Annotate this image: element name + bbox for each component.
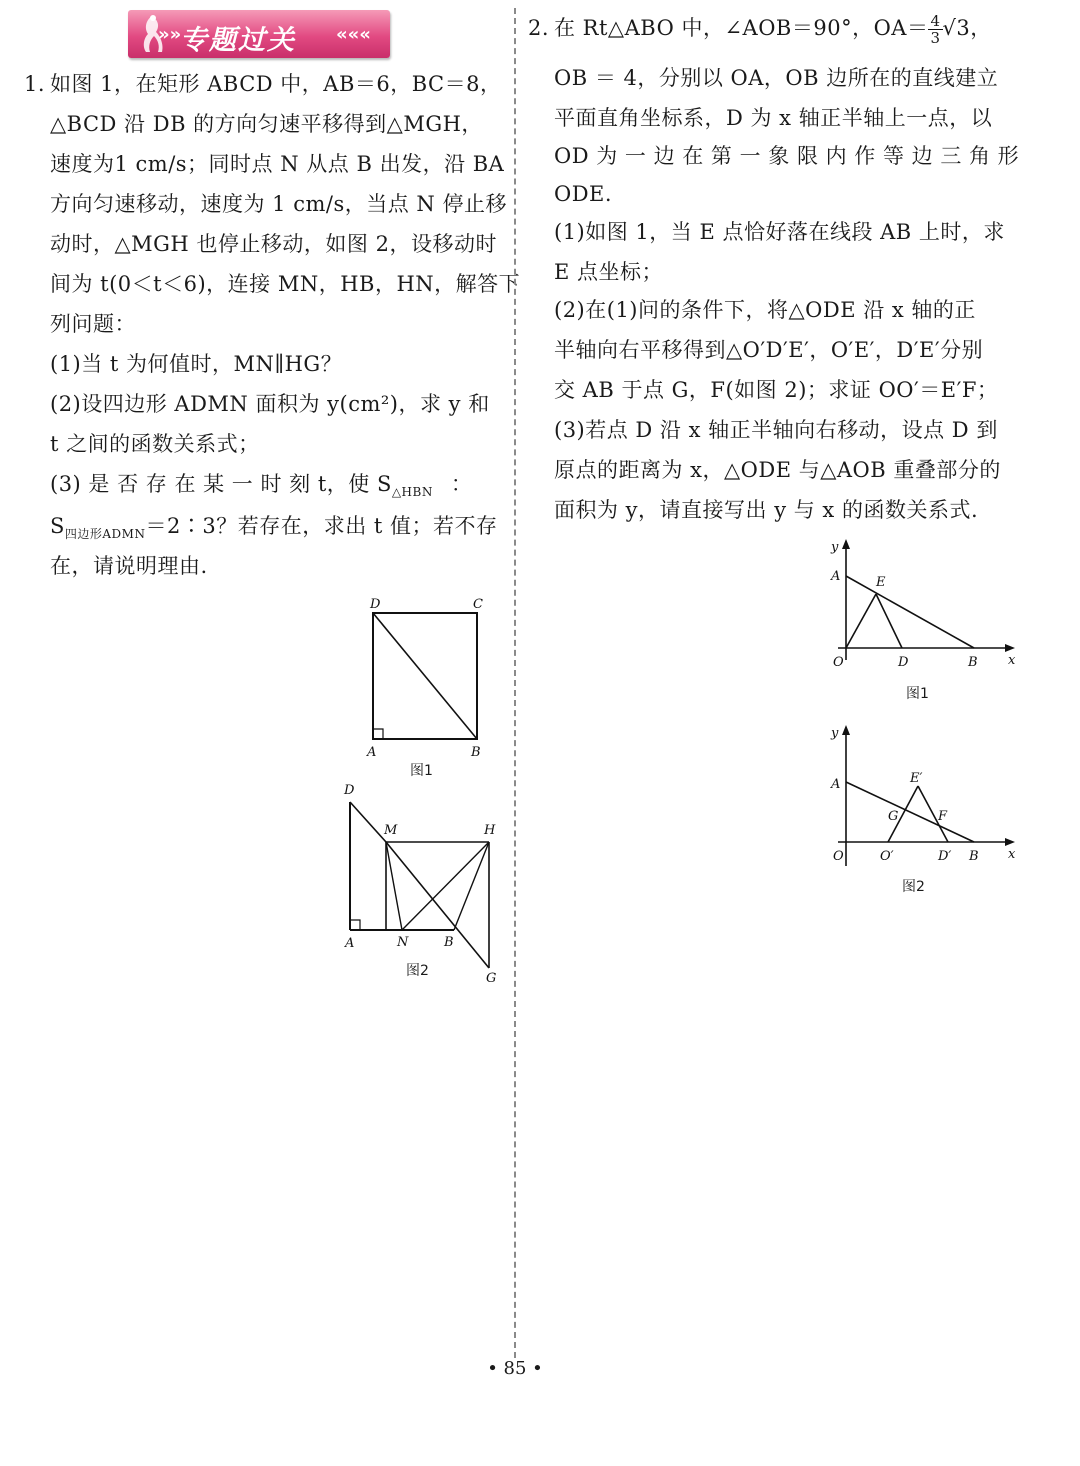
page-number: • 85 • <box>487 1358 543 1379</box>
q1-fig1-caption: 图1 <box>410 763 433 779</box>
label-a: A <box>367 745 377 760</box>
q1-sub2-b: t 之间的函数关系式； <box>50 432 260 456</box>
banner-chevrons-left: »» <box>158 24 182 45</box>
q1-line-1: 如图 1，在矩形 ABCD 中，AB＝6，BC＝8， <box>50 72 502 96</box>
label-a: A <box>831 569 841 584</box>
fraction-numerator: 4 <box>930 12 941 30</box>
label-a: A <box>345 936 355 951</box>
label-y: y <box>831 726 839 741</box>
q1-sub3-a <box>50 464 472 512</box>
label-f: F <box>938 809 948 824</box>
label-o: O <box>833 655 844 670</box>
right-column <box>518 0 1080 1466</box>
q1-line-2: △BCD 沿 DB 的方向匀速平移得到△MGH， <box>50 112 483 136</box>
section-banner <box>128 10 390 58</box>
label-b: B <box>969 849 979 864</box>
label-x: x <box>1008 653 1016 668</box>
q2-sub3-b: 原点的距离为 x，△ODE 与△AOB 重叠部分的 <box>554 458 1001 482</box>
label-n: N <box>397 935 409 950</box>
banner-chevrons-right: ««« <box>336 24 371 45</box>
fraction-denominator: 3 <box>930 29 941 47</box>
q2-figure-2 <box>824 720 1020 870</box>
q1-line-5: 动时，△MGH 也停止移动，如图 2，设移动时 <box>50 232 497 256</box>
label-e-prime: E′ <box>910 771 923 786</box>
label-c: C <box>473 597 483 612</box>
label-b: B <box>968 655 978 670</box>
q1-sub2-a: (2)设四边形 ADMN 面积为 y(cm²)，求 y 和 <box>50 392 490 416</box>
fraction <box>928 13 942 46</box>
q2-line-5: ODE. <box>554 182 613 206</box>
q1-figure-2 <box>336 780 506 990</box>
q1-line-3: 速度为1 cm/s；同时点 N 从点 B 出发，沿 BA <box>50 152 505 176</box>
label-m: M <box>384 823 398 838</box>
q2-sub1-a: (1)如图 1，当 E 点恰好落在线段 AB 上时，求 <box>554 220 1005 244</box>
q2-sub1-b: E 点坐标； <box>554 260 664 284</box>
q2-sub2-a: (2)在(1)问的条件下，将△ODE 沿 x 轴的正 <box>554 298 976 322</box>
q2-fig2-caption: 图2 <box>902 879 925 895</box>
q1-sub3-b-s: S <box>50 514 65 538</box>
q1-sub3-b-end: ＝2∶3？若存在，求出 t 值；若不存 <box>145 514 498 538</box>
label-x: x <box>1008 847 1016 862</box>
q2-sub2-c: 交 AB 于点 G，F(如图 2)；求证 OO′＝E′F； <box>554 378 999 402</box>
label-e: E <box>876 575 886 590</box>
q2-line-3: 平面直角坐标系，D 为 x 轴正半轴上一点，以 <box>554 106 993 130</box>
q2-number: 2. <box>528 16 550 40</box>
q2-fig1-caption: 图1 <box>906 686 929 702</box>
diagonal-db <box>373 613 477 739</box>
q2-line-4: OD 为 一 边 在 第 一 象 限 内 作 等 边 三 角 形 <box>554 144 1020 168</box>
q2-line-1-end: √3， <box>942 16 992 40</box>
q1-fig2-caption: 图2 <box>406 963 429 979</box>
q1-sub3-a-subscript: △HBN <box>391 485 433 500</box>
q1-sub3-a-text: (3) 是 否 存 在 某 一 时 刻 t，使 S <box>50 472 392 496</box>
q2-sub3-c: 面积为 y，请直接写出 y 与 x 的函数关系式. <box>554 498 979 522</box>
q2-line-2: OB ＝ 4，分别以 OA，OB 边所在的直线建立 <box>554 66 999 90</box>
column-divider <box>514 8 516 1358</box>
q2-figure-1 <box>824 536 1020 676</box>
label-o-prime: O′ <box>880 849 894 864</box>
q1-sub3-a-end: ： <box>450 472 473 496</box>
q1-line-6: 间为 t(0＜t＜6)，连接 MN，HB，HN，解答下 <box>50 272 521 296</box>
label-d-prime: D′ <box>938 849 952 864</box>
label-d: D <box>898 655 909 670</box>
q1-figure-1 <box>360 590 500 770</box>
label-d: D <box>344 783 355 798</box>
banner-title: 专题过关 <box>180 25 296 56</box>
q2-line-1 <box>554 8 992 48</box>
q1-line-4: 方向匀速移动，速度为 1 cm/s，当点 N 停止移 <box>50 192 507 216</box>
label-a: A <box>831 777 841 792</box>
label-o: O <box>833 849 844 864</box>
right-angle-mark <box>373 729 383 739</box>
label-b: B <box>471 745 481 760</box>
label-g: G <box>888 809 899 824</box>
q1-number: 1. <box>24 72 46 96</box>
label-y: y <box>831 540 839 555</box>
q1-sub3-b-subscript: 四边形ADMN <box>64 527 146 542</box>
label-g: G <box>486 971 497 986</box>
q2-line-1-text: 在 Rt△ABO 中，∠AOB＝90°，OA＝ <box>554 16 929 40</box>
q1-sub1: (1)当 t 为何值时，MN∥HG？ <box>50 352 343 376</box>
q1-line-7: 列问题： <box>50 312 136 336</box>
label-d: D <box>370 597 381 612</box>
q1-sub3-c: 在，请说明理由. <box>50 554 208 578</box>
q2-sub3-a: (3)若点 D 沿 x 轴正半轴向右移动，设点 D 到 <box>554 418 998 442</box>
q2-sub2-b: 半轴向右平移得到△O′D′E′，O′E′，D′E′分别 <box>554 338 984 362</box>
label-b: B <box>444 935 454 950</box>
label-h: H <box>484 823 496 838</box>
